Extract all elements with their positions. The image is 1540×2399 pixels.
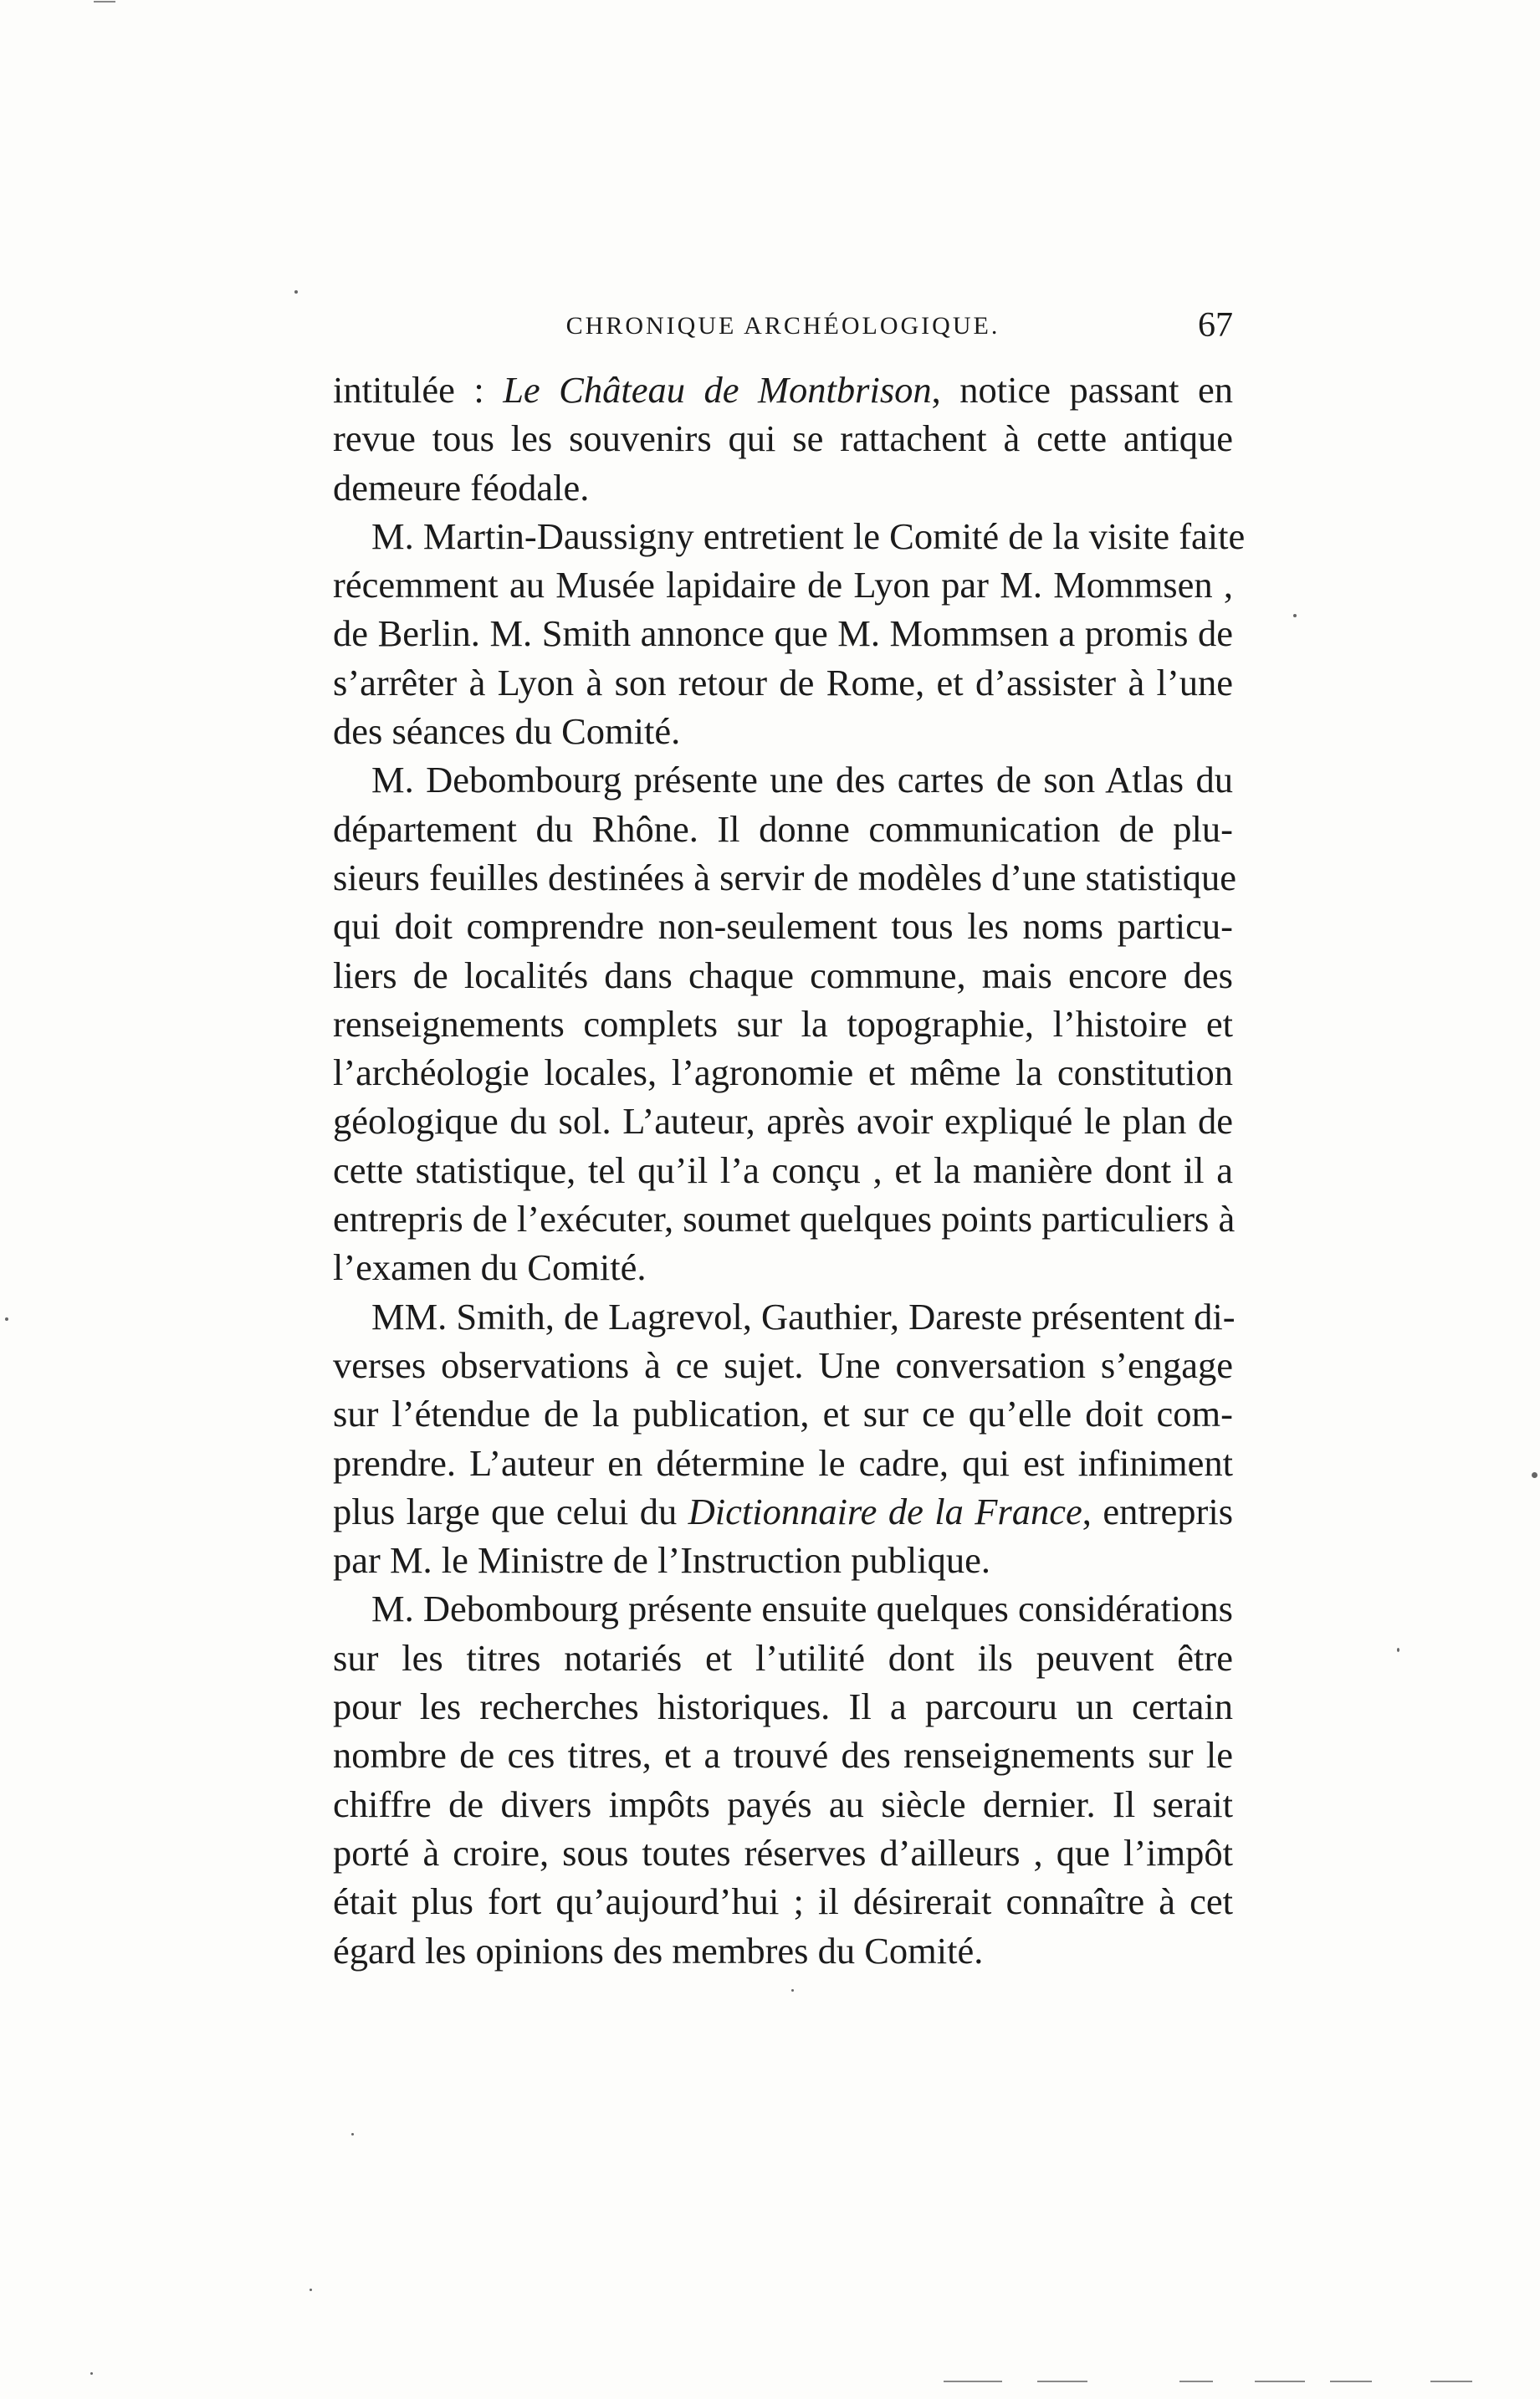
text-line: par M. le Ministre de l’Instruction publique.: [333, 1539, 991, 1582]
paragraph-2: [333, 512, 1246, 755]
running-title: CHRONIQUE ARCHÉOLOGIQUE.: [565, 312, 1000, 340]
scan-mark: [944, 2381, 1002, 2382]
scan-speck: [1532, 1472, 1537, 1478]
scan-speck: [5, 1317, 8, 1321]
scan-speck: [90, 2372, 93, 2375]
text-line: prendre. L’auteur en détermine le cadre, qui est infiniment: [333, 1441, 1233, 1484]
running-head: [333, 305, 1233, 356]
scan-mark: [1037, 2381, 1087, 2382]
text-line: sur l’étendue de la publication, et sur ce qu’elle doit com-: [333, 1393, 1233, 1435]
title-italic: Dictionnaire de la France: [688, 1490, 1082, 1532]
scan-speck: [1293, 614, 1297, 617]
scan-speck: [1397, 1648, 1399, 1652]
text-line: entrepris de l’exécuter, soumet quelques points particuliers à: [333, 1198, 1236, 1240]
text-line: verses observations à ce sujet. Une conversation s’engage: [333, 1343, 1233, 1386]
text-line: plus large que celui du Dictionnaire de la France, entrepris: [333, 1490, 1234, 1532]
scan-mark: [1255, 2381, 1305, 2382]
paragraph-5: [333, 1584, 1233, 1974]
text-line: liers de localités dans chaque commune, mais encore des: [333, 954, 1233, 996]
text-line: porté à croire, sous toutes réserves d’ailleurs , que l’impôt: [333, 1831, 1233, 1874]
text-line: sur les titres notariés et l’utilité dont ils peuvent être: [333, 1636, 1233, 1679]
paragraph-1: [333, 366, 1233, 512]
scan-speck: [294, 290, 298, 294]
text-line: MM. Smith, de Lagrevol, Gauthier, Dareste présentent di-: [371, 1295, 1236, 1338]
text-line: s’arrêter à Lyon à son retour de Rome, et d’assister à l’une: [333, 661, 1233, 703]
text-line: M. Martin-Daussigny entretient le Comité de la visite faite: [371, 514, 1246, 557]
scan-mark: [1330, 2381, 1372, 2382]
text-line: sieurs feuilles destinées à servir de modèles d’une statistique: [333, 856, 1237, 898]
text-line: de Berlin. M. Smith annonce que M. Mommsen a promis de: [333, 612, 1233, 655]
text-line: M. Debombourg présente une des cartes de son Atlas du: [371, 759, 1233, 801]
text-line: département du Rhône. Il donne communication de plu-: [333, 807, 1233, 850]
text-line: des séances du Comité.: [333, 710, 681, 753]
text-line: demeure féodale.: [333, 466, 590, 509]
paragraph-4: [333, 1292, 1236, 1585]
text-line: géologique du sol. L’auteur, après avoir expliqué le plan de: [333, 1100, 1233, 1143]
page-number: 67: [1198, 306, 1233, 345]
text-line: pour les recherches historiques. Il a parcouru un certain: [333, 1685, 1233, 1728]
scan-mark: [94, 1, 115, 3]
title-italic: Le Château de Montbrison: [503, 369, 932, 411]
text-line: revue tous les souvenirs qui se rattachent à cette antique: [333, 417, 1233, 460]
text-line: l’examen du Comité.: [333, 1246, 647, 1289]
book-page: [333, 305, 1246, 1975]
text-line: était plus fort qu’aujourd’hui ; il désirerait connaître à cet: [333, 1880, 1233, 1923]
text-line: M. Debombourg présente ensuite quelques considérations: [371, 1588, 1233, 1630]
scan-mark: [1430, 2381, 1472, 2382]
text-line: qui doit comprendre non-seulement tous les noms particu-: [333, 905, 1233, 948]
text-line: récemment au Musée lapidaire de Lyon par M. Mommsen ,: [333, 564, 1233, 606]
paragraph-3: [333, 755, 1237, 1292]
scan-speck: [791, 1989, 794, 1992]
text-line: renseignements complets sur la topographie, l’histoire et: [333, 1002, 1233, 1045]
text-line: l’archéologie locales, l’agronomie et même la constitution: [333, 1051, 1233, 1094]
scan-speck: [351, 2133, 354, 2136]
text-line: cette statistique, tel qu’il l’a conçu , et la manière dont il a: [333, 1148, 1233, 1191]
text-line: chiffre de divers impôts payés au siècle dernier. Il serait: [333, 1783, 1233, 1825]
text-line: intitulée : Le Château de Montbrison, notice passant en: [333, 369, 1234, 411]
text-line: égard les opinions des membres du Comité.: [333, 1929, 984, 1972]
text-line: nombre de ces titres, et a trouvé des renseignements sur le: [333, 1734, 1233, 1777]
scan-mark: [1179, 2381, 1213, 2382]
scan-speck: [310, 2289, 312, 2291]
